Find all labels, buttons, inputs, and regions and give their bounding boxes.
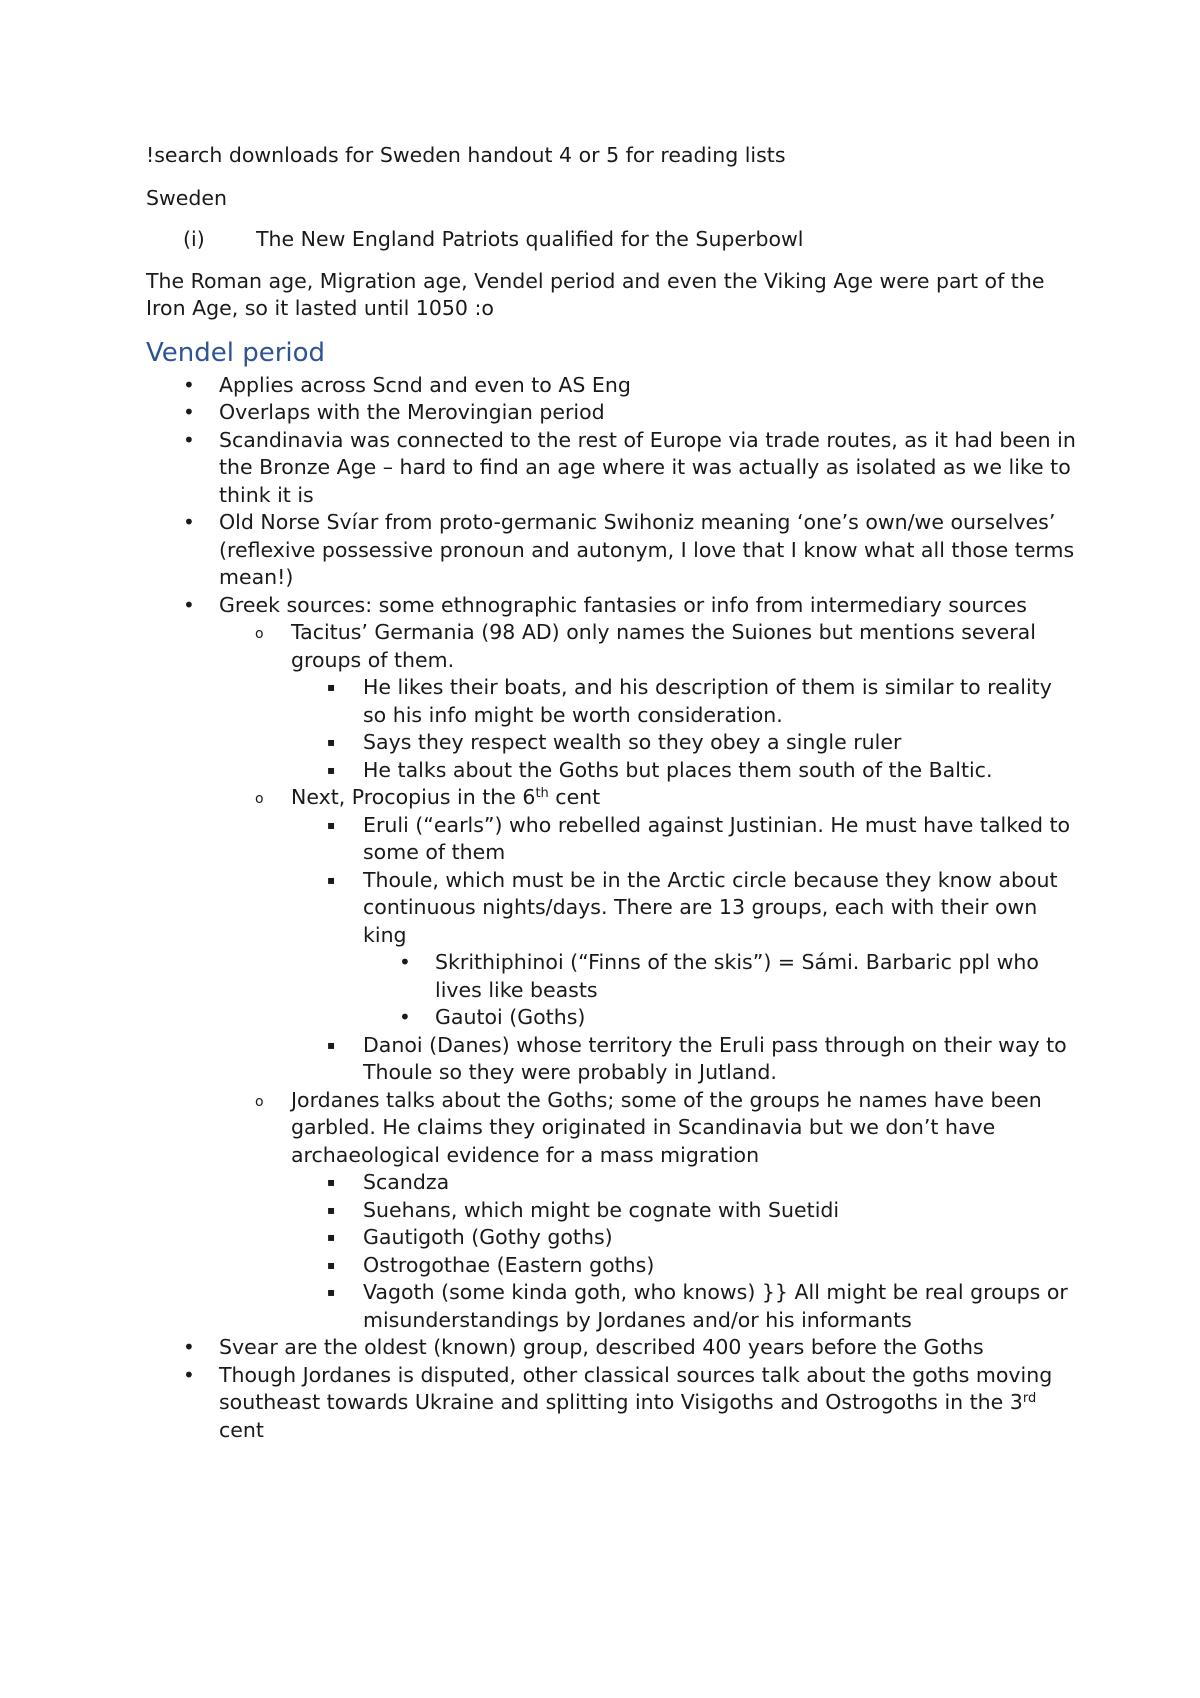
- list-item-body: [291, 1087, 1076, 1335]
- list-item-text: Skrithiphinoi (“Finns of the skis”) = Sámi. Barbaric ppl who lives like beasts: [435, 950, 1039, 1002]
- list-item: [327, 674, 1076, 729]
- list-item-text: Greek sources: some ethnographic fantasies or info from intermediary sources: [219, 592, 1027, 617]
- list-item-text: Vagoth (some kinda goth, who knows) }} All might be real groups or misunderstandings by Jordanes and/or his informants: [363, 1280, 1068, 1332]
- list-item-text: Next, Procopius in the 6th cent: [291, 785, 601, 809]
- bullet-marker: ▪: [327, 762, 336, 777]
- superscript: th: [535, 786, 549, 801]
- sub-list: [291, 674, 1076, 784]
- section-heading: Vendel period: [146, 337, 326, 368]
- list-item-body: [363, 867, 1076, 1032]
- bullet-marker: ▪: [327, 1202, 336, 1217]
- list-item-text: Says they respect wealth so they obey a single ruler: [363, 730, 902, 754]
- list-item-text: Thoule, which must be in the Arctic circle because they know about continuous nights/days. There are 13 groups, each with their own king: [363, 867, 1058, 947]
- list-item-text: Applies across Scnd and even to AS Eng: [219, 372, 631, 397]
- bullet-marker: ▪: [327, 817, 336, 832]
- sub-list: [291, 812, 1076, 1087]
- list-item-text: Tacitus’ Germania (98 AD) only names the Suiones but mentions several groups of them.: [291, 620, 1036, 672]
- list-item-text: Suehans, which might be cognate with Suetidi: [363, 1197, 840, 1222]
- list-item-text: Danoi (Danes) whose territory the Eruli pass through on their way to Thoule so they were probably in Jutland.: [363, 1032, 1067, 1084]
- list-item-body: [291, 784, 1076, 1087]
- bullet-marker: ▪: [327, 680, 336, 694]
- list-item-text: Scandza: [363, 1170, 450, 1194]
- list-item: [183, 1334, 1076, 1362]
- search-note: !search downloads for Sweden handout 4 or 5 for reading lists: [146, 143, 786, 167]
- bullet-marker: ▪: [327, 1285, 336, 1299]
- list-item: [327, 1169, 1076, 1197]
- list-item: [327, 1197, 1076, 1225]
- list-item: [327, 729, 1076, 757]
- list-item-text: Gautoi (Goths): [435, 1005, 586, 1029]
- list-item: [399, 1004, 1076, 1032]
- bullet-marker: ▪: [327, 735, 336, 749]
- bullet-marker: •: [399, 1005, 411, 1029]
- bullet-marker: ▪: [327, 1257, 336, 1272]
- list-item-text: Overlaps with the Merovingian period: [219, 400, 605, 424]
- bullet-list: [146, 372, 1076, 1445]
- list-item-text: Old Norse Svíar from proto-germanic Swihoniz meaning ‘one’s own/we ourselves’ (reflexive possessive pronoun and autonym, I love that I know what all those terms mean!): [219, 510, 1075, 589]
- bullet-marker: •: [183, 510, 195, 534]
- list-item: [255, 619, 1076, 784]
- list-item-text: Ostrogothae (Eastern goths): [363, 1252, 655, 1277]
- list-item: [183, 1362, 1076, 1445]
- list-item: [327, 867, 1076, 1032]
- numbered-marker: (i): [183, 227, 205, 251]
- list-item: [399, 949, 1076, 1004]
- list-item: [183, 427, 1076, 510]
- list-item-text: Though Jordanes is disputed, other classical sources talk about the goths moving southeast towards Ukraine and splitting into Visigoths and Ostrogoths in the 3rd cent: [219, 1362, 1053, 1442]
- sub-list: [219, 619, 1076, 1334]
- list-item: [183, 372, 1076, 400]
- list-item: [183, 399, 1076, 427]
- list-item: [327, 757, 1076, 785]
- intro-paragraph: The Roman age, Migration age, Vendel period and even the Viking Age were part of the Iron Age, so it lasted until 1050 :o: [146, 268, 1045, 320]
- bullet-marker: •: [399, 950, 411, 974]
- sub-list: [291, 1169, 1076, 1334]
- list-item: [327, 812, 1076, 867]
- list-item: [255, 1087, 1076, 1335]
- bullet-marker: •: [183, 1335, 195, 1359]
- bullet-marker: o: [255, 1093, 264, 1110]
- bullet-marker: ▪: [327, 1230, 336, 1244]
- document-body: [146, 142, 1076, 1444]
- list-item: [183, 592, 1076, 1335]
- list-item-text: He likes their boats, and his description of them is similar to reality so his info might be worth consideration.: [363, 675, 1052, 727]
- list-item: [327, 1224, 1076, 1252]
- list-item-text: Scandinavia was connected to the rest of Europe via trade routes, as it had been in the Bronze Age – hard to find an age where it was actually as isolated as we like to think it is: [219, 427, 1076, 507]
- list-item-body: [291, 619, 1076, 784]
- list-item-text: Jordanes talks about the Goths; some of the groups he names have been garbled. He claims they originated in Scandinavia but we don’t have archaeological evidence for a mass migration: [291, 1087, 1042, 1167]
- list-item: [255, 784, 1076, 1087]
- numbered-list-item: [183, 226, 1076, 254]
- list-item: [183, 509, 1076, 592]
- sub-list: [363, 949, 1076, 1032]
- bullet-marker: •: [183, 592, 195, 617]
- superscript: rd: [1022, 1391, 1037, 1406]
- bullet-marker: o: [255, 626, 264, 642]
- bullet-marker: ▪: [327, 1175, 336, 1189]
- document-title: Sweden: [146, 185, 228, 210]
- list-item-text: Eruli (“earls”) who rebelled against Justinian. He must have talked to some of them: [363, 812, 1071, 864]
- bullet-marker: •: [183, 400, 195, 424]
- bullet-marker: •: [183, 427, 195, 452]
- numbered-item-text: The New England Patriots qualified for the Superbowl: [256, 227, 804, 251]
- bullet-marker: •: [183, 1362, 195, 1387]
- list-item: [327, 1279, 1076, 1334]
- bullet-marker: •: [183, 372, 195, 397]
- list-item-text: Svear are the oldest (known) group, described 400 years before the Goths: [219, 1335, 984, 1359]
- list-item: [327, 1032, 1076, 1087]
- bullet-marker: o: [255, 791, 264, 807]
- bullet-marker: ▪: [327, 1037, 336, 1052]
- list-item-body: [219, 592, 1076, 1335]
- list-item-text: He talks about the Goths but places them south of the Baltic.: [363, 757, 993, 782]
- bullet-marker: ▪: [327, 872, 336, 887]
- list-item: [327, 1252, 1076, 1280]
- list-item-text: Gautigoth (Gothy goths): [363, 1225, 613, 1249]
